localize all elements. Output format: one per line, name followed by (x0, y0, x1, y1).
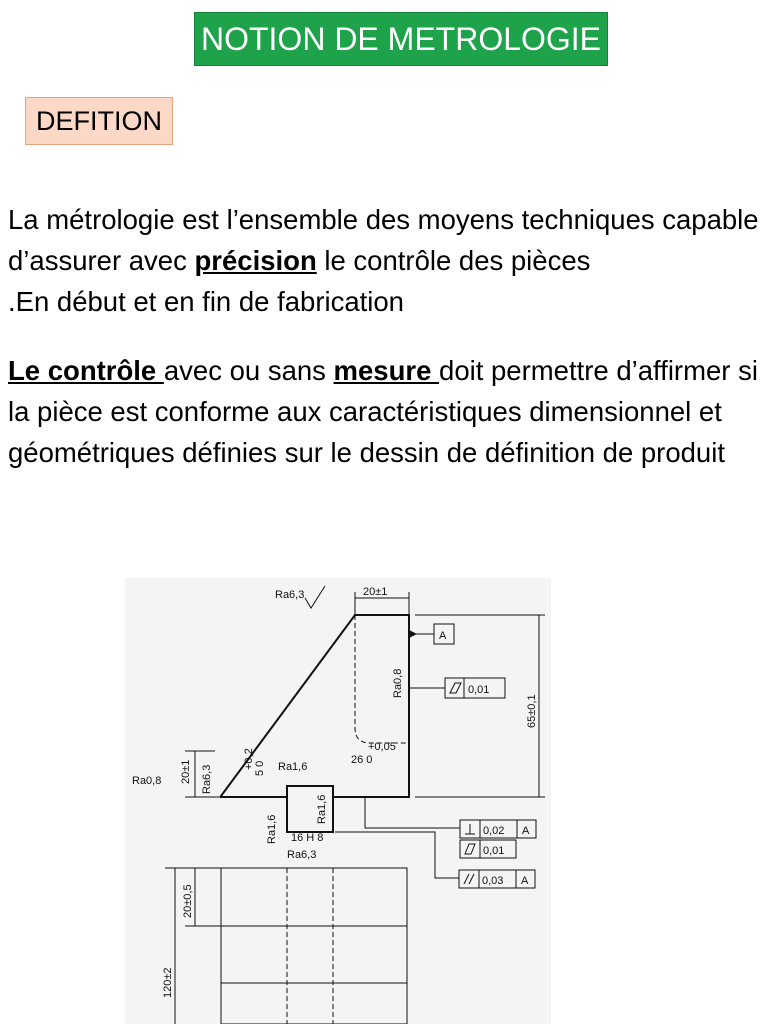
dim-20-05: 20±0,5 (182, 884, 194, 918)
ra-63-top: Ra6,3 (275, 589, 305, 601)
flatness2-value: 0,01 (483, 845, 505, 857)
ra-16-mid: Ra1,6 (278, 761, 308, 773)
emphasis-mesure: mesure (333, 355, 440, 386)
parallel-value: 0,03 (482, 875, 504, 887)
perp-datum: A (522, 825, 530, 837)
emphasis-controle: Le contrôle (8, 355, 164, 386)
technical-drawing-svg (125, 578, 551, 1024)
dim-5: 5 0 (254, 760, 266, 776)
ra-63-bottom: Ra6,3 (287, 849, 317, 861)
paragraph-definition (8, 199, 764, 322)
paragraph2-text-end: doit permettre d’affirmer si la pièce est conforme aux caractéristiques dimensionnel et géométriques définies sur le dessin de définition de produit (8, 355, 758, 468)
paragraph-control (8, 350, 764, 473)
technical-drawing (125, 578, 551, 1024)
dim-65: 65±0,1 (526, 694, 538, 728)
datum-a-label: A (439, 630, 447, 642)
flatness-value: 0,01 (468, 684, 490, 696)
dim-005: +0,05 (368, 741, 396, 753)
paragraph1-text-start: La métrologie est l’ensemble des moyens techniques capable d’assurer avec (8, 204, 759, 276)
ra-08-left: Ra0,8 (132, 775, 162, 787)
paragraph1-text-end: le contrôle des pièces (316, 245, 591, 276)
ra-16-a: Ra1,6 (266, 814, 278, 844)
emphasis-precision: précision (194, 245, 317, 276)
section-label: DEFITION (25, 97, 173, 145)
paragraph1-line2: .En début et en fin de fabrication (8, 286, 404, 317)
page-title: NOTION DE METROLOGIE (194, 12, 608, 66)
ra-symbol-top (305, 586, 325, 608)
dim-26: 26 0 (351, 754, 373, 766)
perp-value: 0,02 (483, 825, 505, 837)
bottom-view (221, 868, 407, 1024)
dim-02: +0,2 (243, 748, 255, 770)
dim-20-top: 20±1 (363, 586, 388, 598)
parallel-datum: A (521, 875, 529, 887)
ra-08-right: Ra0,8 (392, 668, 404, 698)
dim-120: 120±2 (162, 967, 174, 998)
dim-16h8: 16 H 8 (291, 832, 324, 844)
ra-16-b: Ra1,6 (316, 794, 328, 824)
ra-63-left: Ra6,3 (201, 764, 213, 794)
paragraph2-text-mid: avec ou sans (163, 355, 334, 386)
dim-20-left: 20±1 (180, 759, 192, 784)
